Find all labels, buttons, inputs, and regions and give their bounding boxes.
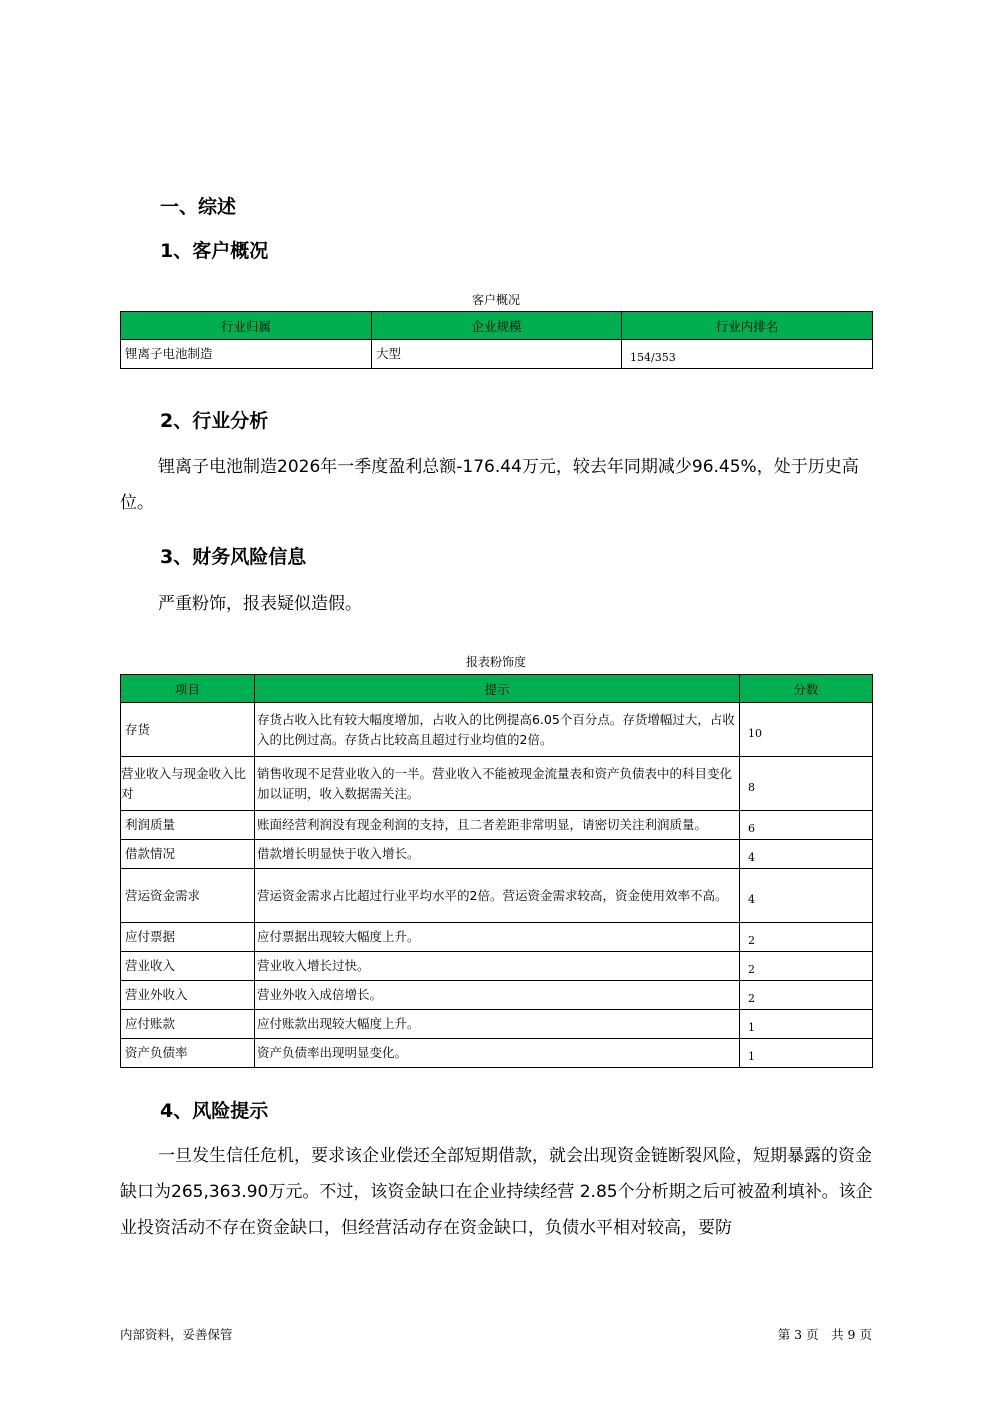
section-heading-industry: 2、行业分析 — [160, 410, 269, 432]
table-row — [121, 1039, 873, 1068]
row-item: 营业收入与现金收入比对 — [121, 757, 255, 811]
table-row — [121, 869, 873, 923]
row-hint: 营业收入增长过快。 — [255, 952, 740, 981]
customer-table-caption: 客户概况 — [471, 293, 520, 307]
row-item: 存货 — [121, 703, 255, 757]
footer-confidential: 内部资料，妥善保管 — [120, 1327, 233, 1342]
table-row — [121, 981, 873, 1010]
row-item: 利润质量 — [121, 811, 255, 840]
table-row — [121, 757, 873, 811]
section-heading-financial-risk: 3、财务风险信息 — [160, 546, 307, 568]
row-item: 应付账款 — [121, 1010, 255, 1039]
row-hint: 借款增长明显快于收入增长。 — [255, 840, 740, 869]
table-row — [121, 703, 873, 757]
row-item: 营运资金需求 — [121, 869, 255, 923]
row-score: 2 — [740, 923, 873, 952]
row-hint: 营运资金需求占比超过行业平均水平的2倍。营运资金需求较高，资金使用效率不高。 — [255, 869, 740, 923]
table-row — [121, 840, 873, 869]
row-score: 2 — [740, 952, 873, 981]
customer-table-header-row — [121, 312, 873, 340]
industry-analysis-text: 锂离子电池制造2026年一季度盈利总额-176.44万元，较去年同期减少96.45%，处于历史高位。 — [120, 457, 859, 513]
row-score: 6 — [740, 811, 873, 840]
row-score: 4 — [740, 869, 873, 923]
customer-industry-cell: 锂离子电池制造 — [121, 340, 372, 369]
row-score: 1 — [740, 1010, 873, 1039]
row-score: 8 — [740, 757, 873, 811]
row-score: 1 — [740, 1039, 873, 1068]
row-hint: 销售收现不足营业收入的一半。营业收入不能被现金流量表和资产负债表中的科目变化加以证明，收入数据需关注。 — [255, 757, 740, 811]
embellish-table — [120, 674, 873, 1068]
section-heading-risk-tip: 4、风险提示 — [160, 1100, 269, 1122]
embellish-header-hint: 提示 — [255, 675, 740, 703]
table-row — [121, 952, 873, 981]
customer-scale-cell: 大型 — [372, 340, 622, 369]
footer-page-number: 第 3 页 共 9 页 — [777, 1327, 872, 1342]
embellish-header-score: 分数 — [740, 675, 873, 703]
embellish-header-item: 项目 — [121, 675, 255, 703]
row-hint: 资产负债率出现明显变化。 — [255, 1039, 740, 1068]
customer-table — [120, 311, 873, 369]
table-row — [121, 340, 873, 369]
customer-header-industry: 行业归属 — [121, 312, 372, 340]
section-heading-customer: 1、客户概况 — [160, 240, 269, 262]
row-item: 借款情况 — [121, 840, 255, 869]
embellish-table-caption: 报表粉饰度 — [465, 655, 526, 669]
row-score: 2 — [740, 981, 873, 1010]
table-row — [121, 923, 873, 952]
row-hint: 应付账款出现较大幅度上升。 — [255, 1010, 740, 1039]
table-row — [121, 811, 873, 840]
customer-header-rank: 行业内排名 — [622, 312, 873, 340]
customer-rank-cell: 154/353 — [622, 340, 873, 369]
risk-tip-text: 一旦发生信任危机，要求该企业偿还全部短期借款，就会出现资金链断裂风险，短期暴露的资金缺口为265,363.90万元。不过，该资金缺口在企业持续经营 2.85个分析期之后可被盈利填补。该企业投资活动不存在资金缺口，但经营活动存在资金缺口，负债水平相对较高，要防 — [120, 1146, 873, 1238]
row-hint: 存货占收入比有较大幅度增加，占收入的比例提高6.05个百分点。存货增幅过大，占收入的比例过高。存货占比较高且超过行业均值的2倍。 — [255, 703, 740, 757]
row-item: 营业外收入 — [121, 981, 255, 1010]
customer-header-scale: 企业规模 — [372, 312, 622, 340]
table-row — [121, 1010, 873, 1039]
row-hint: 应付票据出现较大幅度上升。 — [255, 923, 740, 952]
embellish-table-header-row — [121, 675, 873, 703]
row-item: 资产负债率 — [121, 1039, 255, 1068]
row-hint: 营业外收入成倍增长。 — [255, 981, 740, 1010]
row-score: 4 — [740, 840, 873, 869]
section-heading-overview: 一、综述 — [160, 196, 237, 218]
row-item: 营业收入 — [121, 952, 255, 981]
row-hint: 账面经营利润没有现金利润的支持，且二者差距非常明显，请密切关注利润质量。 — [255, 811, 740, 840]
risk-info-text: 严重粉饰，报表疑似造假。 — [158, 594, 362, 614]
row-score: 10 — [740, 703, 873, 757]
row-item: 应付票据 — [121, 923, 255, 952]
